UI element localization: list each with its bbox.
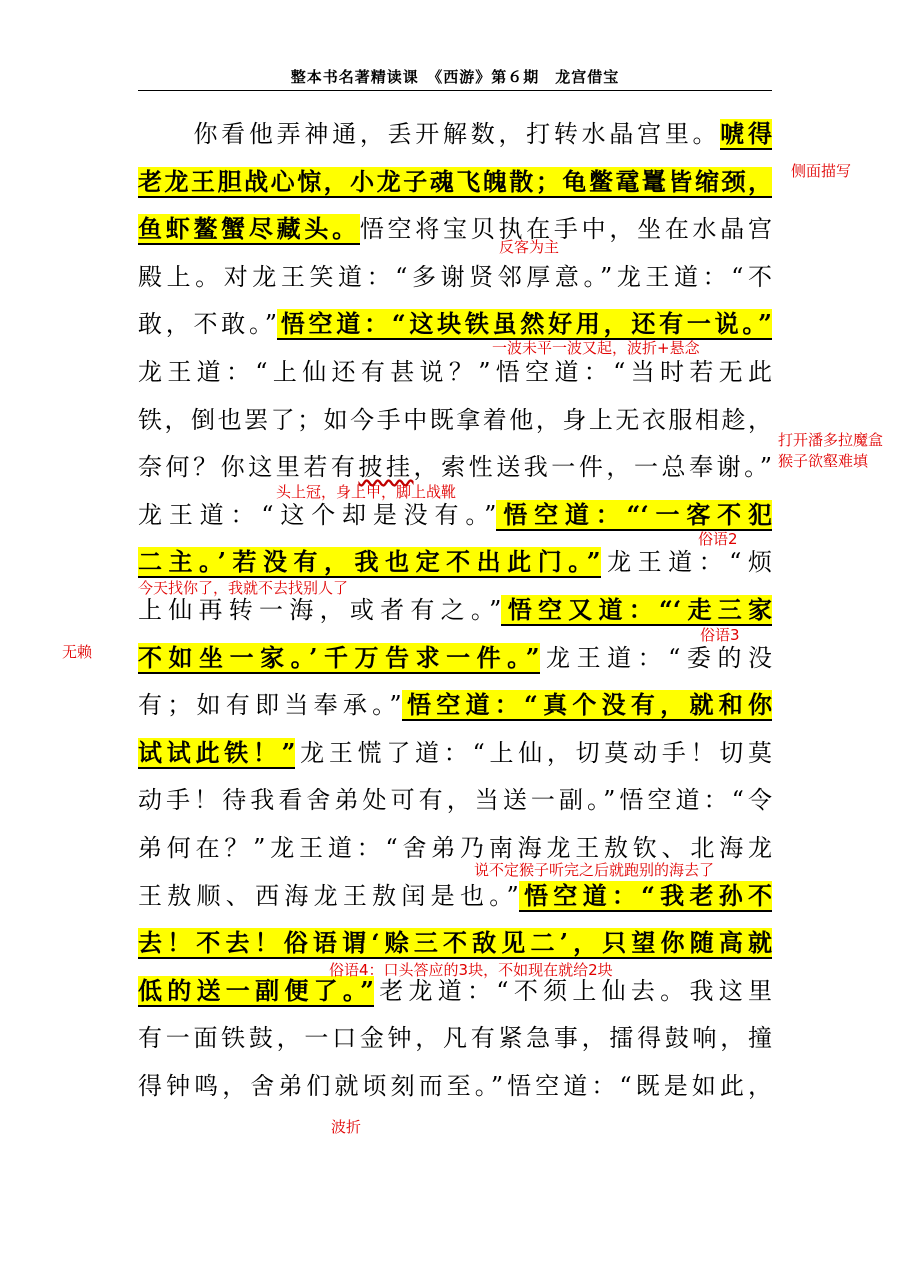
body-text: ，索性送我一件，一总奉谢。” [413, 453, 773, 482]
header-rule [138, 90, 772, 91]
body-text: 得钟鸣，舍弟们就顷刻而至。”悟空道：“既是如此， [138, 1072, 772, 1100]
text-line [138, 211, 772, 251]
highlighted-text: 不如坐一家。’千万告求一件。” [138, 642, 540, 672]
highlighted-text: 去！不去！俗语谓‘赊三不敌见二’，只望你随高就 [138, 928, 772, 958]
text-line [138, 164, 772, 204]
annotation-suspense: 一波未平一波又起，波折+悬念 [492, 339, 700, 357]
highlighted-text: 老龙王胆战心惊，小龙子魂飞魄散；龟鳖鼋鼍皆缩颈， [138, 166, 772, 196]
annotation-proverb-2: 俗语2 [698, 530, 738, 548]
body-text: 披挂 [358, 453, 414, 482]
body-text: 殿上。对龙王笑道：“多谢贤邻厚意。”龙王道：“不 [138, 262, 772, 291]
text-line [138, 925, 772, 965]
annotation-other-seas: 说不定猴子听完之后就跑别的海去了 [474, 861, 715, 879]
text-line [138, 354, 772, 394]
body-text: 悟空将宝贝执在手中，坐在水晶宫 [359, 215, 773, 244]
annotation-armor: 头上冠，身上甲，脚上战靴 [276, 483, 457, 501]
annotation-proverb-4: 俗语4：口头答应的3块，不如现在就给2块 [329, 961, 613, 979]
highlighted-text: 唬得 [720, 119, 773, 148]
text-line [138, 116, 772, 156]
highlighted-text: 试试此铁！” [138, 737, 296, 767]
body-text: 奈何？你这里若有 [138, 453, 359, 482]
highlighted-text: 悟空道：“‘一客不犯 [496, 499, 772, 529]
annotation-side-description: 侧面描写 [791, 162, 852, 180]
text-line [138, 1068, 772, 1108]
body-text: 王敖顺、西海龙王敖闰是也。” [138, 881, 519, 910]
highlighted-text: 悟空道：“真个没有，就和你 [401, 690, 772, 720]
body-text: 龙王道：“上仙还有甚说？”悟空道：“当时若无此 [138, 358, 772, 386]
text-line [138, 592, 772, 632]
body-text: 龙王道：“这个却是没有。” [138, 500, 497, 529]
body-text: 上仙再转一海，或者有之。” [138, 596, 502, 624]
body-text: 龙王道：“委的没 [539, 643, 772, 672]
text-line [138, 497, 772, 537]
text-line [138, 735, 772, 775]
body-text: 有一面铁鼓，一口金钟，凡有紧急事，擂得鼓响，撞 [138, 1024, 772, 1053]
annotation-find-you: 今天找你了，我就不去找别人了 [138, 579, 349, 597]
body-text: 龙王慌了道：“上仙，切莫动手！切莫 [295, 738, 772, 767]
text-line [138, 1020, 772, 1060]
annotation-twist: 波折 [331, 1118, 362, 1136]
highlighted-text: 低的送一副便了。” [138, 975, 374, 1005]
text-line [138, 878, 772, 918]
body-text: 龙王道：“烦 [600, 548, 772, 577]
highlighted-text: 二主。’若没有，我也定不出此门。” [138, 547, 601, 577]
body-text: 有；如有即当奉承。” [138, 691, 402, 720]
highlighted-text: 鱼虾鳌蟹尽藏头。 [138, 214, 360, 244]
annotation-reversal: 反客为主 [499, 238, 560, 256]
text-line [138, 402, 772, 442]
annotation-proverb-3: 俗语3 [700, 626, 740, 644]
body-text: 弟何在？”龙王道：“舍弟乃南海龙王敖钦、北海龙 [138, 834, 772, 862]
body-text: 铁，倒也罢了；如今手中既拿着他，身上无衣服相趁， [138, 405, 772, 434]
highlighted-text: 悟空道：“我老孙不 [518, 880, 772, 910]
annotation-pandora: 打开潘多拉魔盒 [778, 431, 884, 449]
highlighted-text: 悟空道：“这块铁虽然好用，还有一说。” [277, 309, 772, 339]
annotation-rogue: 无赖 [62, 643, 93, 661]
body-text: 老龙道：“不须上仙去。我这里 [373, 976, 772, 1005]
highlighted-text: 悟空又道：“‘走三家 [501, 595, 772, 624]
page-header: 整本书名著精读课 《西游》第６期 龙宫借宝 [290, 68, 620, 86]
annotation-greed: 猴子欲壑难填 [778, 452, 869, 470]
body-text: 你看他弄神通，丢开解数，打转水晶宫里。 [138, 120, 721, 148]
text-line [138, 782, 772, 822]
body-text: 敢，不敢。” [138, 310, 278, 339]
text-line [138, 259, 772, 299]
body-text: 动手！待我看舍弟处可有，当送一副。”悟空道：“令 [138, 786, 772, 815]
text-line [138, 687, 772, 727]
text-line [138, 640, 772, 680]
